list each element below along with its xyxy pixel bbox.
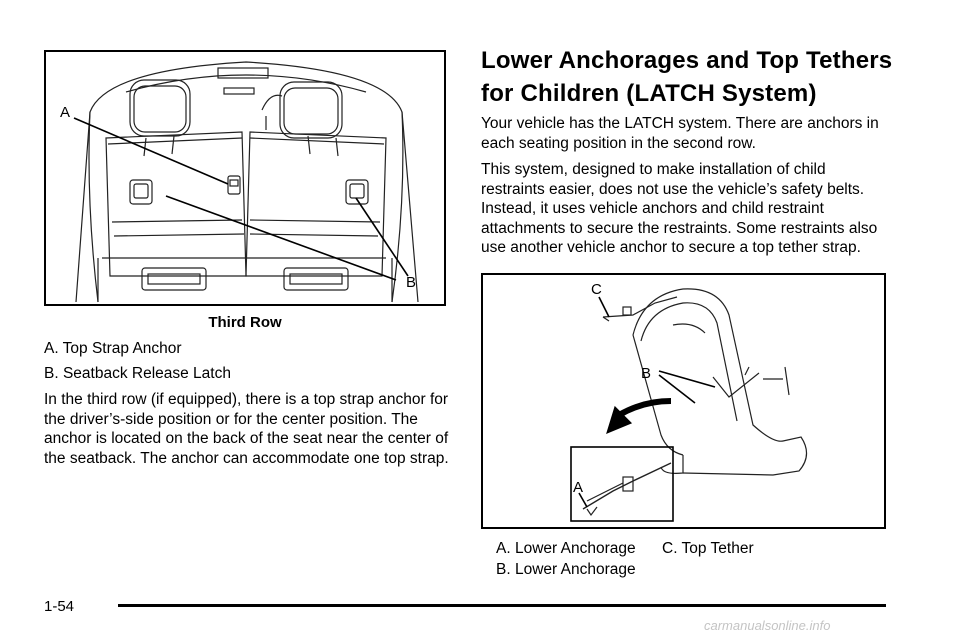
third-row-figure [44,50,446,306]
figure-caption: Third Row [208,314,282,331]
figure-legend-b: B. Seatback Release Latch [44,365,231,382]
latch-system-paragraph: This system, designed to make installation of child restraints easier, does not use the vehicle’s safety belts. Instead, it uses vehicle anchors and child restraint attachments to secure the restraints. Some restraints also use another vehicle anchor to secure a top tether strap. [481,161,878,256]
child-seat-illustration [483,275,884,527]
page-number: 1-54 [44,598,75,615]
watermark-text: carmanualsonline.info [704,618,831,633]
callout-a-label: A [60,104,71,121]
latch-intro-paragraph: Your vehicle has the LATCH system. There are anchors in each seating position in the second row. [481,115,879,152]
callout-c-label: C [591,281,602,298]
callout-b-label: B [406,274,417,291]
footer-rule [118,604,886,607]
child-seat-legend-c: C. Top Tether [662,540,754,557]
figure-legend-a: A. Top Strap Anchor [44,340,182,357]
section-heading: Lower Anchorages and Top Tethers for Children (LATCH System) [481,47,893,107]
callout-b-label: B [641,365,652,382]
child-seat-legend-a: A. Lower Anchorage [496,540,636,557]
third-row-paragraph: In the third row (if equipped), there is a top strap anchor for the driver’s-side position or for the center position. The anchor is located on the back of the seat near the center of the seatback. The anchor can accommodate one top strap. [44,391,449,467]
child-seat-legend-b: B. Lower Anchorage [496,561,636,578]
child-seat-figure [481,273,886,529]
callout-a-label: A [573,479,584,496]
third-row-illustration [46,52,444,304]
